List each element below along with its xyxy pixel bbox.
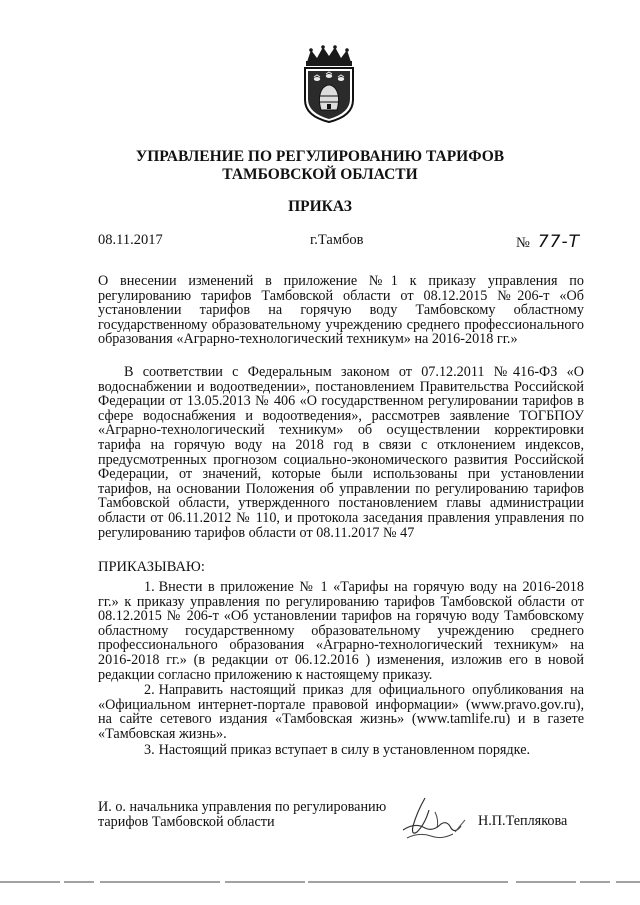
order-item-3 — [98, 743, 584, 758]
order-item-2 — [98, 683, 584, 741]
document-date: 08.11.2017 — [98, 232, 163, 248]
tambov-coat-of-arms-icon — [297, 44, 361, 124]
signatory-name: Н.П.Теплякова — [478, 813, 568, 829]
preamble-paragraph: В соответствии с Федеральным законом от 07.12.2011 №416-ФЗ «О водоснабжении и водоотведении», постановлением Правительства Российской Федерации от 13.05.2013 № 406 «О государственном регулировании тарифов в сфере водоснабжения и водоотведения», рассмотрев заявление ТОГБПОУ «Аграрно-технологический техникум» об осуществлении корректировки тарифа на горячую воду на 2018 год в связи с отклонением индексов, предусмотренных прогнозом социально-экономического развития Российской Федерации, от значений, которые были использованы при установлении тарифов, на основании Положения об управлении по регулированию тарифов Тамбовской области, утвержденного постановлением главы администрации области от 06.11.2012 № 110, и протокола заседания правления управления по регулированию тарифов области от 08.11.2017 № 47 — [98, 364, 584, 541]
item-text: Настоящий приказ вступает в силу в установленном порядке. — [158, 741, 531, 758]
handwritten-signature — [395, 792, 477, 850]
item-number: 2. — [144, 682, 155, 699]
item-number: 1. — [144, 579, 155, 595]
item-text: Направить настоящий приказ для официального опубликования на «Официальном интернет-портале правовой информации» (www.pravo.gov.ru), на сайте сетевого издания «Тамбовская жизнь» (www.tamlife.ru) и в газете «Тамбовская жизнь». — [98, 682, 584, 742]
item-number: 3. — [144, 741, 155, 758]
organization-name-line2: ТАМБОВСКОЙ ОБЛАСТИ — [222, 166, 418, 183]
document-type-title: ПРИКАЗ — [288, 198, 352, 215]
document-number — [516, 232, 580, 252]
organization-name-line1: УПРАВЛЕНИЕ ПО РЕГУЛИРОВАНИЮ ТАРИФОВ — [135, 148, 505, 165]
order-items-list — [98, 580, 584, 758]
item-text: Внести в приложение № 1 «Тарифы на горячую воду на 2016-2018 гг.» к приказу управления по регулированию тарифов Тамбовской области от 08.12.2015 № 206-т «Об установлении тарифов на горячую воду Тамбовскому областному государственному образовательному учреждению среднего профессионального образования «Аграрно-технологический техникум» на 2016-2018 гг.» (в редакции от 06.12.2016 ) изменения, изложив его в новой редакции согласно приложению к настоящему приказу. — [98, 579, 584, 683]
number-value: 77-Т — [537, 232, 580, 252]
signatory-title: И. о. начальника управления по регулированию тарифов Тамбовской области — [98, 799, 387, 830]
scan-edge-divider — [0, 880, 640, 884]
document-subject: О внесении изменений в приложение №1 к приказу управления по регулированию тарифов Тамбовской области от 08.12.2015 №206-т «Об установлении тарифов на горячую воду Тамбовскому областному государственному образовательному учреждению среднего профессионального образования «Аграрно-технологический техникум» на 2016-2018 гг.» — [98, 273, 584, 348]
document-city: г.Тамбов — [310, 232, 364, 248]
order-word: ПРИКАЗЫВАЮ: — [98, 559, 205, 575]
order-item-1 — [98, 580, 584, 682]
number-label: № — [516, 235, 530, 251]
